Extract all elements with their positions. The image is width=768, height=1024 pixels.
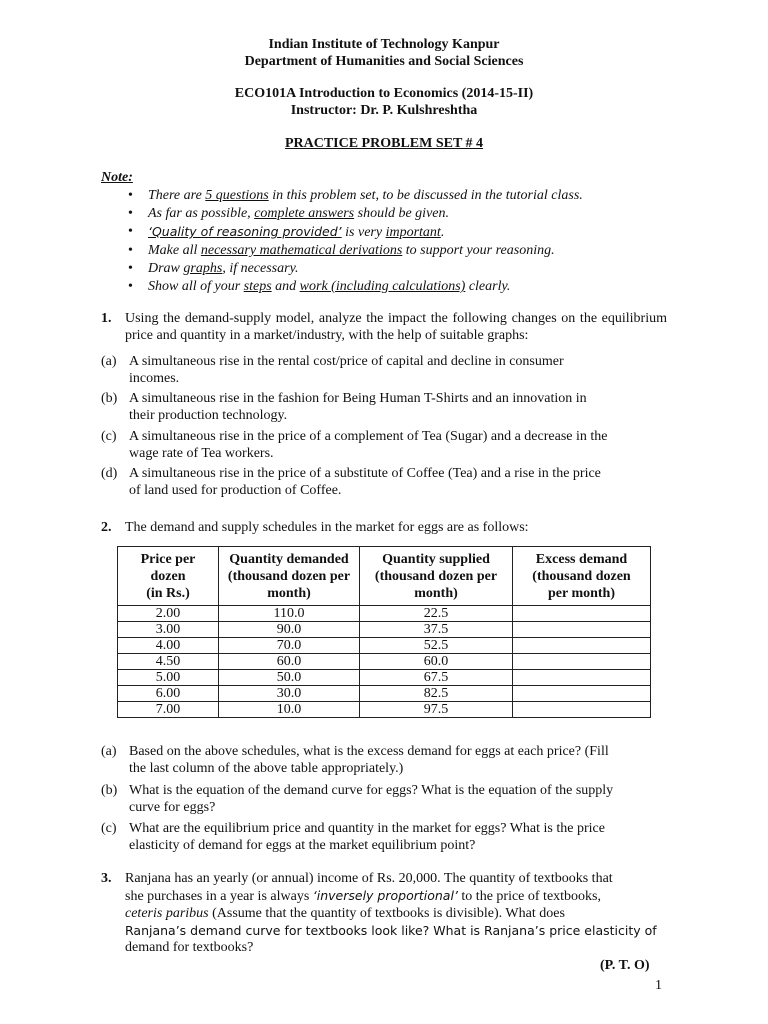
course-title: ECO101A Introduction to Economics (2014-15-II)	[234, 86, 534, 101]
col-header-excess: Excess demand (thousand dozen per month)	[513, 547, 651, 606]
table-cell: 4.50	[118, 654, 219, 670]
pto-label: (P. T. O)	[600, 958, 650, 973]
table-cell	[513, 686, 651, 702]
egg-market-table	[117, 546, 651, 718]
table-cell: 10.0	[219, 702, 360, 718]
table-cell: 3.00	[118, 622, 219, 638]
table-cell	[513, 622, 651, 638]
col-header-price: Price per dozen (in Rs.)	[118, 547, 219, 606]
note-item: • ‘Quality of reasoning provided’ is very important.	[148, 223, 701, 242]
table-row	[118, 622, 651, 638]
table-cell: 7.00	[118, 702, 219, 718]
table-row	[118, 606, 651, 622]
question-number: 2.	[101, 520, 112, 535]
question-text: Ranjana has an yearly (or annual) income of Rs. 20,000. The quantity of textbooks that she purchases in a year is always ‘inversely proportional’ to the price of textbooks, ceteris paribus (Assume that the quantity of textbooks is divisible). What does Ranjana’s demand curve for textbooks look like? What is Ranjana’s price elasticity of demand for textbooks?	[125, 871, 657, 955]
question-text: Using the demand-supply model, analyze the impact the following changes on the equilibrium price and quantity in a market/industry, with the help of suitable graphs:	[125, 311, 667, 343]
col-header-supply: Quantity supplied (thousand dozen per month)	[360, 547, 513, 606]
institute-name: Indian Institute of Technology Kanpur	[268, 37, 500, 52]
table-cell: 4.00	[118, 638, 219, 654]
table-cell: 70.0	[219, 638, 360, 654]
question-1-part-d: (d) A simultaneous rise in the price of a substitute of Coffee (Tea) and a rise in the price of land used for production of Coffee.	[101, 466, 601, 498]
table-cell	[513, 670, 651, 686]
department-name: Department of Humanities and Social Sciences	[244, 54, 524, 69]
table-cell: 82.5	[360, 686, 513, 702]
problem-set-title-text: PRACTICE PROBLEM SET # 4	[284, 136, 484, 151]
question-1-part-a: (a) A simultaneous rise in the rental cost/price of capital and decline in consumer incomes.	[101, 354, 564, 386]
table-cell: 110.0	[219, 606, 360, 622]
question-3	[101, 870, 667, 956]
question-1-part-c: (c) A simultaneous rise in the price of a complement of Tea (Sugar) and a decrease in the wage rate of Tea workers.	[101, 429, 608, 461]
question-1	[101, 310, 667, 344]
note-item: • As far as possible, complete answers should be given.	[148, 205, 701, 223]
table-cell	[513, 654, 651, 670]
table-cell: 30.0	[219, 686, 360, 702]
table-cell: 90.0	[219, 622, 360, 638]
note-item: • There are 5 questions in this problem set, to be discussed in the tutorial class.	[148, 187, 701, 205]
instructor-name: Instructor: Dr. P. Kulshreshtha	[290, 103, 478, 118]
table-cell: 60.0	[219, 654, 360, 670]
table-row	[118, 638, 651, 654]
table-cell	[513, 702, 651, 718]
question-number: 1.	[101, 311, 112, 326]
note-section	[101, 169, 701, 296]
course-block	[0, 85, 768, 119]
table-row	[118, 686, 651, 702]
table-cell: 97.5	[360, 702, 513, 718]
question-number: 3.	[101, 871, 112, 886]
page-number: 1	[655, 978, 662, 993]
table-cell: 2.00	[118, 606, 219, 622]
note-list	[101, 187, 701, 296]
table-row	[118, 670, 651, 686]
question-2-part-c: (c) What are the equilibrium price and quantity in the market for eggs? What is the price elasticity of demand for eggs at the market equilibrium point?	[101, 821, 605, 853]
question-text: The demand and supply schedules in the market for eggs are as follows:	[125, 520, 529, 535]
table-cell: 67.5	[360, 670, 513, 686]
table-cell: 52.5	[360, 638, 513, 654]
table-cell: 22.5	[360, 606, 513, 622]
question-2-part-a: (a) Based on the above schedules, what is the excess demand for eggs at each price? (Fill the last column of the above table appropriately.)	[101, 744, 609, 776]
table-cell: 60.0	[360, 654, 513, 670]
col-header-demand: Quantity demanded (thousand dozen per month)	[219, 547, 360, 606]
note-item: • Draw graphs, if necessary.	[148, 260, 701, 278]
table-cell	[513, 638, 651, 654]
question-1-part-b: (b) A simultaneous rise in the fashion for Being Human T-Shirts and an innovation in their production technology.	[101, 391, 587, 423]
table-cell: 5.00	[118, 670, 219, 686]
problem-set-title	[0, 135, 768, 152]
note-item: • Make all necessary mathematical derivations to support your reasoning.	[148, 242, 701, 260]
table-cell: 37.5	[360, 622, 513, 638]
table-header-row	[118, 547, 651, 606]
note-item: • Show all of your steps and work (including calculations) clearly.	[148, 278, 701, 296]
note-label: Note:	[101, 170, 133, 185]
table-row	[118, 654, 651, 670]
table-cell	[513, 606, 651, 622]
header-block	[0, 36, 768, 70]
question-2-part-b: (b) What is the equation of the demand curve for eggs? What is the equation of the supply curve for eggs?	[101, 783, 614, 815]
table-cell: 50.0	[219, 670, 360, 686]
table-cell: 6.00	[118, 686, 219, 702]
table-row	[118, 702, 651, 718]
question-2	[101, 519, 667, 536]
